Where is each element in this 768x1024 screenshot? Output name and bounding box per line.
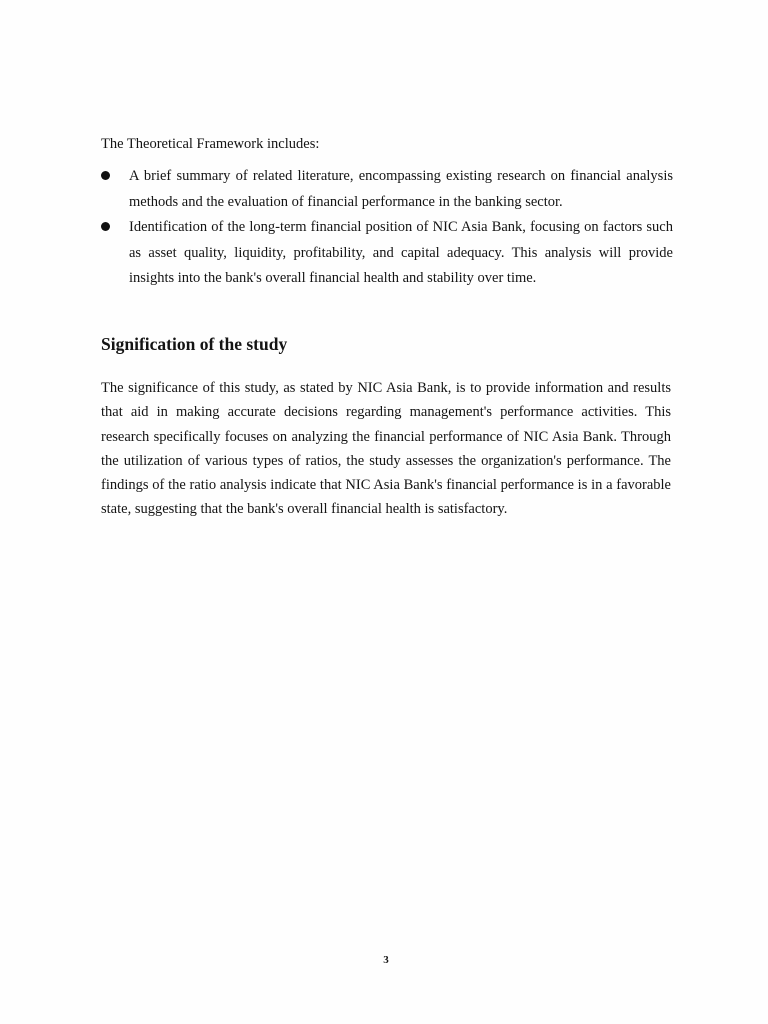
bullet-text: Identification of the long-term financial position of NIC Asia Bank, focusing on factors such as asset quality, liquidity, profitability, and capital adequacy. This analysis will provide insights into the bank's overall financial health and stability over time. [129,219,673,286]
framework-intro: The Theoretical Framework includes: [101,136,320,152]
bullet-icon [101,222,110,231]
framework-bullet-list [101,164,673,292]
bullet-item [101,215,673,292]
bullet-icon [101,171,110,180]
page-number: 3 [383,954,389,966]
bullet-item [101,164,673,215]
bullet-text: A brief summary of related literature, encompassing existing research on financial analysis methods and the evaluation of financial performance in the banking sector. [129,168,673,210]
section-heading: Signification of the study [101,334,288,354]
section-paragraph: The significance of this study, as stated by NIC Asia Bank, is to provide information and results that aid in making accurate decisions regarding management's performance activities. This research specifically focuses on analyzing the financial performance of NIC Asia Bank. Through the utilization of various types of ratios, the study assesses the organization's performance. The findings of the ratio analysis indicate that NIC Asia Bank's financial performance is in a favorable state, suggesting that the bank's overall financial health is satisfactory. [101,380,671,518]
